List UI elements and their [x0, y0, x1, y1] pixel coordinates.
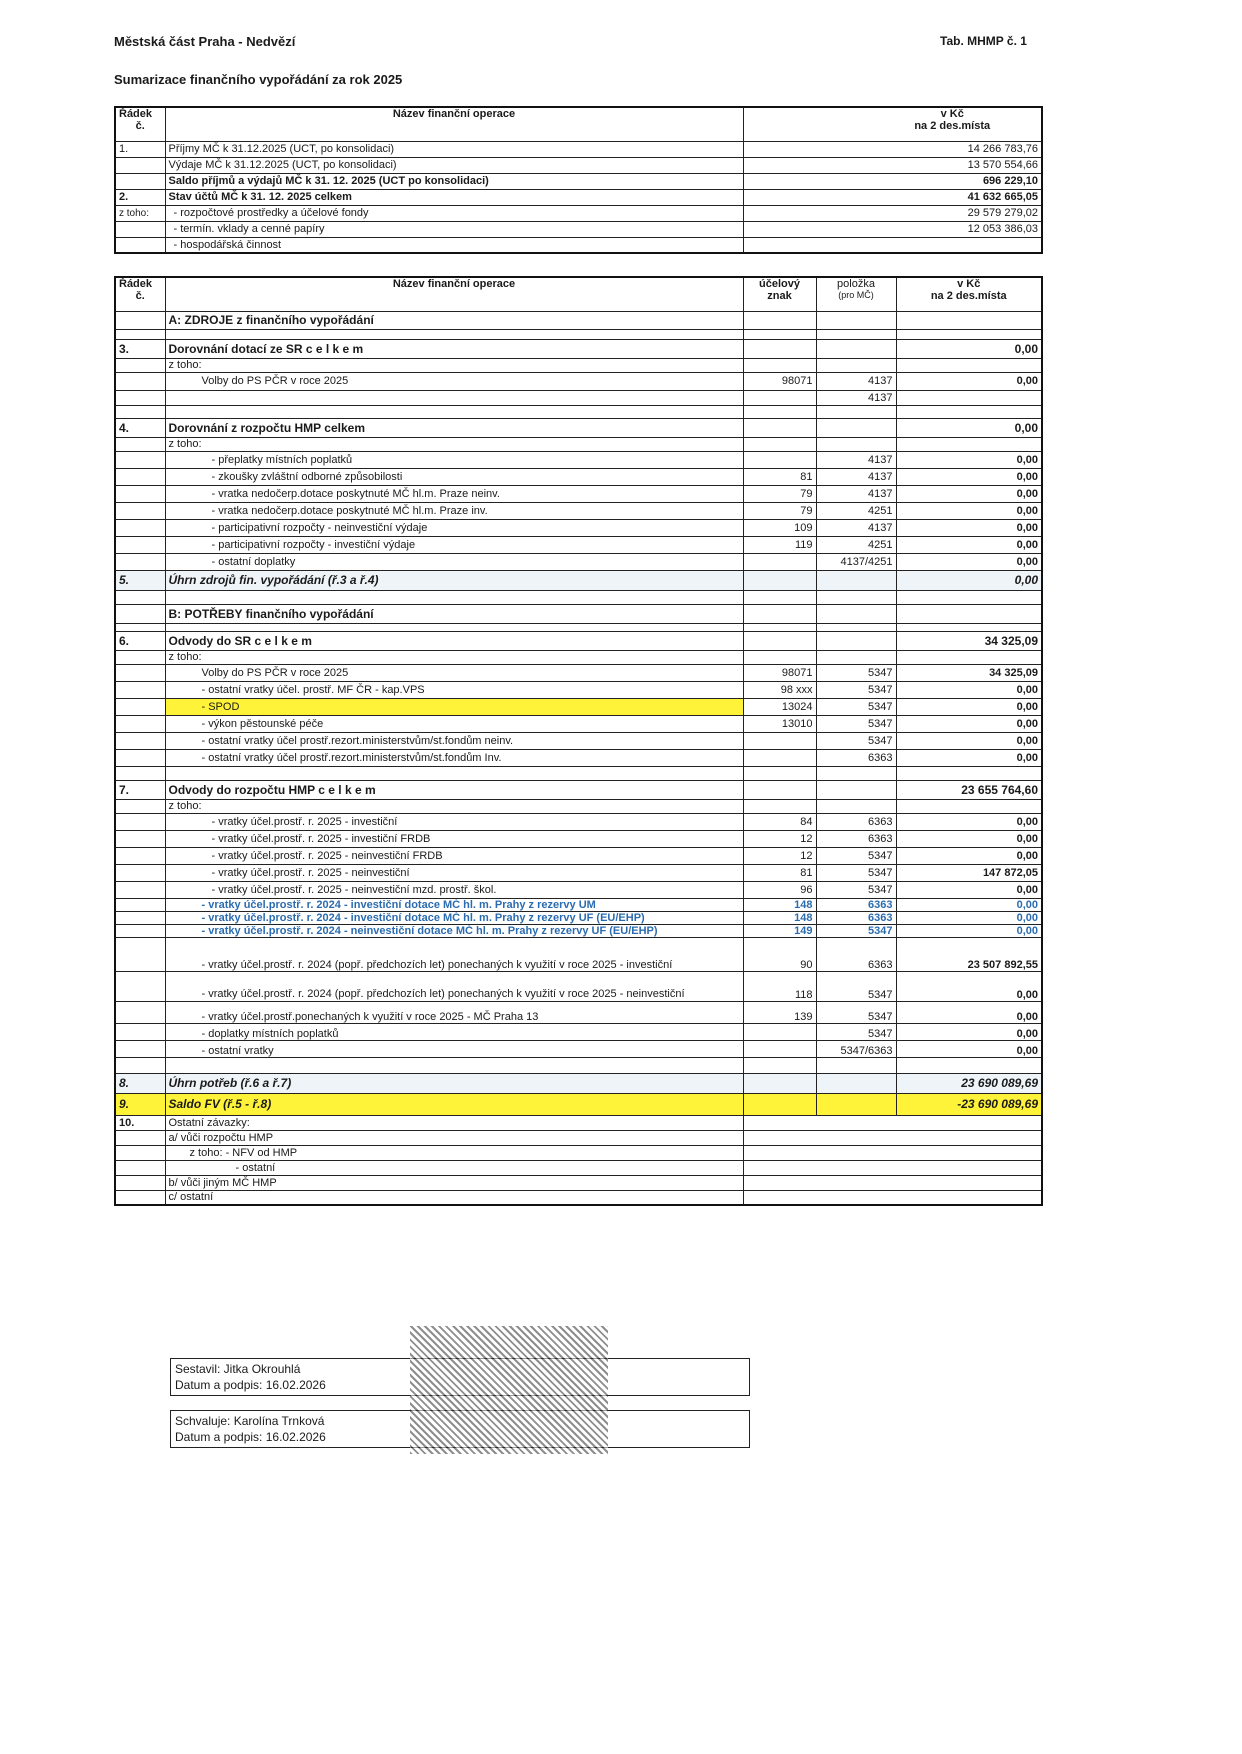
row-label: - vratky účel.prostř. r. 2025 - investiční FRDB	[165, 830, 743, 847]
purpose-code: 148	[743, 898, 816, 911]
row-label: Stav účtů MČ k 31. 12. 2025 celkem	[165, 189, 743, 205]
row-number	[115, 468, 165, 485]
row-value: 0,00	[896, 924, 1042, 937]
table-row	[115, 502, 1042, 519]
row-number	[115, 911, 165, 924]
section-a-title: A: ZDROJE z finančního vypořádání	[165, 311, 743, 329]
row-value: 0,00	[896, 830, 1042, 847]
row-value: 12 053 386,03	[743, 221, 1042, 237]
row-number	[115, 732, 165, 749]
row-value: 0,00	[896, 536, 1042, 553]
purpose-code: 81	[743, 864, 816, 881]
item-code: 5347	[816, 664, 896, 681]
row-number	[115, 173, 165, 189]
purpose-code: 12	[743, 847, 816, 864]
row-value: 0,00	[896, 1040, 1042, 1057]
row-label: Výdaje MČ k 31.12.2025 (UCT, po konsolidaci)	[165, 157, 743, 173]
col-header-row: Řádek č.	[115, 277, 165, 311]
item-code: 4251	[816, 502, 896, 519]
row-value: 147 872,05	[896, 864, 1042, 881]
row-label: - vratky účel.prostř. r. 2024 - investiční dotace MČ hl. m. Prahy z rezervy UM	[165, 898, 743, 911]
purpose-code: 12	[743, 830, 816, 847]
row-label: - ostatní	[165, 1160, 743, 1175]
col-header-row: Řádek č.	[115, 107, 165, 141]
table-row	[115, 451, 1042, 468]
purpose-code: 84	[743, 813, 816, 830]
row-value	[743, 237, 1042, 253]
row-value: -23 690 089,69	[896, 1093, 1042, 1115]
row-value: 23 690 089,69	[896, 1073, 1042, 1093]
purpose-code	[743, 451, 816, 468]
row-number: 4.	[115, 418, 165, 437]
row-label: b/ vůči jiným MČ HMP	[165, 1175, 743, 1190]
row-label: Úhrn potřeb (ř.6 a ř.7)	[165, 1073, 743, 1093]
purpose-code: 149	[743, 924, 816, 937]
table-row	[115, 553, 1042, 570]
z-toho-label: z toho:	[165, 358, 743, 372]
table-row	[115, 864, 1042, 881]
col-header-name: Název finanční operace	[165, 277, 743, 311]
purpose-code: 81	[743, 468, 816, 485]
table-row	[115, 681, 1042, 698]
purpose-code: 79	[743, 485, 816, 502]
z-toho-label: z toho:	[165, 437, 743, 451]
row-number: 6.	[115, 631, 165, 650]
row-value: 0,00	[896, 898, 1042, 911]
row-value: 0,00	[896, 749, 1042, 766]
row-label: Úhrn zdrojů fin. vypořádání (ř.3 a ř.4)	[165, 570, 743, 590]
row-number: 8.	[115, 1073, 165, 1093]
prepared-date: Datum a podpis: 16.02.2026	[175, 1378, 326, 1392]
row-number	[115, 553, 165, 570]
row-value: 0,00	[896, 418, 1042, 437]
table-row	[115, 830, 1042, 847]
row-value: 0,00	[896, 911, 1042, 924]
row-label: Ostatní závazky:	[165, 1115, 743, 1130]
row-value: 0,00	[896, 715, 1042, 732]
approved-by: Schvaluje: Karolína Trnková	[175, 1414, 325, 1428]
row-value: 13 570 554,66	[743, 157, 1042, 173]
item-code: 5347	[816, 847, 896, 864]
purpose-code: 119	[743, 536, 816, 553]
row-value: 0,00	[896, 971, 1042, 1001]
row-value: 23 507 892,55	[896, 937, 1042, 971]
purpose-code	[743, 732, 816, 749]
row-number	[115, 830, 165, 847]
row-label: - ostatní vratky účel prostř.rezort.ministerstvům/st.fondům Inv.	[165, 749, 743, 766]
table-row	[115, 715, 1042, 732]
row-label: - ostatní vratky	[165, 1040, 743, 1057]
row-label: - vratky účel.prostř. r. 2024 (popř. předchozích let) ponechaných k využití v roce 2025 - neinvestiční	[165, 971, 743, 1001]
row-label: - ostatní doplatky	[165, 553, 743, 570]
row-value: 0,00	[896, 1001, 1042, 1023]
row-number	[115, 1040, 165, 1057]
row-value: 34 325,09	[896, 631, 1042, 650]
row-number	[115, 715, 165, 732]
table-row	[115, 698, 1042, 715]
item-code: 5347/6363	[816, 1040, 896, 1057]
table-row	[115, 1023, 1042, 1040]
item-code: 6363	[816, 937, 896, 971]
summary-table	[114, 106, 1043, 254]
table-row	[115, 881, 1042, 898]
table-row	[115, 898, 1042, 911]
row-value: 0,00	[896, 451, 1042, 468]
purpose-code: 118	[743, 971, 816, 1001]
row-number: 9.	[115, 1093, 165, 1115]
row-number	[115, 698, 165, 715]
row-number	[115, 1023, 165, 1040]
item-code: 5347	[816, 715, 896, 732]
document-title: Sumarizace finančního vypořádání za rok 2025	[114, 72, 403, 87]
prepared-by: Sestavil: Jitka Okrouhlá	[175, 1362, 301, 1376]
row-number	[115, 157, 165, 173]
item-code: 4137	[816, 485, 896, 502]
row-value: 0,00	[896, 698, 1042, 715]
row-label: - hospodářská činnost	[165, 237, 743, 253]
row-value: 14 266 783,76	[743, 141, 1042, 157]
item-code: 4137	[816, 519, 896, 536]
table-row	[115, 1001, 1042, 1023]
row-label: - vratky účel.prostř. r. 2024 - neinvestiční dotace MČ hl. m. Prahy z rezervy UF (EU/EHP)	[165, 924, 743, 937]
row-value: 0,00	[896, 502, 1042, 519]
organization-name: Městská část Praha - Nedvězí	[114, 34, 296, 49]
row-label: - výkon pěstounské péče	[165, 715, 743, 732]
item-code: 5347	[816, 698, 896, 715]
purpose-code: 109	[743, 519, 816, 536]
z-toho-label: z toho:	[165, 650, 743, 664]
row-label: - SPOD	[165, 698, 743, 715]
row-label: z toho: - NFV od HMP	[165, 1145, 743, 1160]
section-b-title: B: POTŘEBY finančního vypořádání	[165, 604, 743, 623]
row-number: 5.	[115, 570, 165, 590]
row-number: 7.	[115, 780, 165, 799]
item-code: 4137	[816, 390, 896, 405]
row-value: 0,00	[896, 681, 1042, 698]
row-label: - doplatky místních poplatků	[165, 1023, 743, 1040]
item-code: 5347	[816, 732, 896, 749]
purpose-code: 139	[743, 1001, 816, 1023]
row-value: 41 632 665,05	[743, 189, 1042, 205]
row-value: 0,00	[896, 372, 1042, 390]
row-label: Saldo FV (ř.5 - ř.8)	[165, 1093, 743, 1115]
table-row	[115, 468, 1042, 485]
row-value: 23 655 764,60	[896, 780, 1042, 799]
item-code: 5347	[816, 681, 896, 698]
item-code: 4137	[816, 451, 896, 468]
row-label: - vratky účel.prostř. r. 2025 - investiční	[165, 813, 743, 830]
row-number	[115, 485, 165, 502]
item-code: 5347	[816, 1001, 896, 1023]
item-code: 4137/4251	[816, 553, 896, 570]
row-label: Odvody do rozpočtu HMP c e l k e m	[165, 780, 743, 799]
row-value: 0,00	[896, 847, 1042, 864]
row-number: 3.	[115, 339, 165, 358]
purpose-code	[743, 749, 816, 766]
row-number	[115, 864, 165, 881]
row-label: - ostatní vratky účel prostř.rezort.ministerstvům/st.fondům neinv.	[165, 732, 743, 749]
purpose-code	[743, 1023, 816, 1040]
row-number	[115, 937, 165, 971]
row-label: - zkoušky zvláštní odborné způsobilosti	[165, 468, 743, 485]
row-number	[115, 924, 165, 937]
row-number	[115, 536, 165, 553]
col-header-item: položka (pro MČ)	[816, 277, 896, 311]
table-row	[115, 749, 1042, 766]
row-label: - rozpočtové prostředky a účelové fondy	[165, 205, 743, 221]
row-number	[115, 237, 165, 253]
col-header-purpose: účelový znak	[743, 277, 816, 311]
row-value: 0,00	[896, 813, 1042, 830]
item-code: 4251	[816, 536, 896, 553]
row-number	[115, 502, 165, 519]
row-number	[115, 971, 165, 1001]
row-label: - vratka nedočerp.dotace poskytnuté MČ hl.m. Praze inv.	[165, 502, 743, 519]
row-number: 2.	[115, 189, 165, 205]
row-label: Dorovnání dotací ze SR c e l k e m	[165, 339, 743, 358]
row-label: - vratky účel.prostř. r. 2025 - neinvestiční	[165, 864, 743, 881]
row-number	[115, 1001, 165, 1023]
row-label: - přeplatky místních poplatků	[165, 451, 743, 468]
approved-date: Datum a podpis: 16.02.2026	[175, 1430, 326, 1444]
row-number: 1.	[115, 141, 165, 157]
item-code: 4137	[816, 468, 896, 485]
col-header-amount: v Kč na 2 des.místa	[896, 277, 1042, 311]
row-label: - vratky účel.prostř.ponechaných k využití v roce 2025 - MČ Praha 13	[165, 1001, 743, 1023]
row-value: 0,00	[896, 485, 1042, 502]
purpose-code: 13010	[743, 715, 816, 732]
purpose-code: 79	[743, 502, 816, 519]
purpose-code: 13024	[743, 698, 816, 715]
row-number	[115, 749, 165, 766]
table-row	[115, 911, 1042, 924]
table-row	[115, 485, 1042, 502]
row-value: 0,00	[896, 553, 1042, 570]
purpose-code: 98071	[743, 372, 816, 390]
row-value: 0,00	[896, 339, 1042, 358]
col-header-amount: v Kč na 2 des.místa	[743, 107, 1042, 141]
purpose-code	[743, 553, 816, 570]
row-label: - vratka nedočerp.dotace poskytnuté MČ hl.m. Praze neinv.	[165, 485, 743, 502]
row-value: 0,00	[896, 519, 1042, 536]
table-row	[115, 937, 1042, 971]
purpose-code: 96	[743, 881, 816, 898]
row-number	[115, 847, 165, 864]
row-label: - vratky účel.prostř. r. 2025 - neinvestiční mzd. prostř. škol.	[165, 881, 743, 898]
col-header-name: Název finanční operace	[165, 107, 743, 141]
row-number	[115, 451, 165, 468]
row-label: Saldo příjmů a výdajů MČ k 31. 12. 2025 (UCT po konsolidaci)	[165, 173, 743, 189]
z-toho-label: z toho:	[165, 799, 743, 813]
table-row	[115, 519, 1042, 536]
row-number	[115, 881, 165, 898]
row-label: Volby do PS PČR v roce 2025	[165, 372, 743, 390]
row-label: - participativní rozpočty - neinvestiční výdaje	[165, 519, 743, 536]
table-row	[115, 924, 1042, 937]
row-value: 0,00	[896, 468, 1042, 485]
item-code: 5347	[816, 864, 896, 881]
row-label: Volby do PS PČR v roce 2025	[165, 664, 743, 681]
item-code: 4137	[816, 372, 896, 390]
item-code: 6363	[816, 830, 896, 847]
purpose-code: 148	[743, 911, 816, 924]
purpose-code: 98 xxx	[743, 681, 816, 698]
table-row	[115, 813, 1042, 830]
table-row	[115, 732, 1042, 749]
row-number	[115, 898, 165, 911]
row-label: a/ vůči rozpočtu HMP	[165, 1130, 743, 1145]
row-number	[115, 664, 165, 681]
row-value: 696 229,10	[743, 173, 1042, 189]
row-value: 34 325,09	[896, 664, 1042, 681]
item-code: 6363	[816, 813, 896, 830]
row-value: 29 579 279,02	[743, 205, 1042, 221]
table-row	[115, 971, 1042, 1001]
table-row	[115, 664, 1042, 681]
row-label: Příjmy MČ k 31.12.2025 (UCT, po konsolidaci)	[165, 141, 743, 157]
table-id: Tab. MHMP č. 1	[940, 34, 1027, 48]
row-label: - termín. vklady a cenné papíry	[165, 221, 743, 237]
row-value: 0,00	[896, 732, 1042, 749]
item-code: 5347	[816, 881, 896, 898]
row-label: c/ ostatní	[165, 1190, 743, 1205]
row-label: - vratky účel.prostř. r. 2024 - investiční dotace MČ hl. m. Prahy z rezervy UF (EU/EHP)	[165, 911, 743, 924]
purpose-code: 90	[743, 937, 816, 971]
row-label: - vratky účel.prostř. r. 2025 - neinvestiční FRDB	[165, 847, 743, 864]
table-row	[115, 536, 1042, 553]
row-label: - ostatní vratky účel. prostř. MF ČR - kap.VPS	[165, 681, 743, 698]
row-label: Odvody do SR c e l k e m	[165, 631, 743, 650]
row-number: z toho:	[115, 205, 165, 221]
item-code: 5347	[816, 1023, 896, 1040]
purpose-code	[743, 1040, 816, 1057]
row-value: 0,00	[896, 570, 1042, 590]
row-label: - participativní rozpočty - investiční výdaje	[165, 536, 743, 553]
row-number	[115, 519, 165, 536]
settlement-table	[114, 276, 1043, 1206]
item-code: 6363	[816, 749, 896, 766]
item-code: 6363	[816, 911, 896, 924]
row-number	[115, 221, 165, 237]
table-row	[115, 847, 1042, 864]
item-code: 5347	[816, 971, 896, 1001]
redacted-signature	[410, 1326, 608, 1454]
row-number	[115, 813, 165, 830]
row-label: - vratky účel.prostř. r. 2024 (popř. předchozích let) ponechaných k využití v roce 2025 - investiční	[165, 937, 743, 971]
table-row	[115, 1040, 1042, 1057]
row-number: 10.	[115, 1115, 165, 1130]
row-value: 0,00	[896, 881, 1042, 898]
item-code: 6363	[816, 898, 896, 911]
row-label: Dorovnání z rozpočtu HMP celkem	[165, 418, 743, 437]
item-code: 5347	[816, 924, 896, 937]
purpose-code: 98071	[743, 664, 816, 681]
row-value: 0,00	[896, 1023, 1042, 1040]
row-number	[115, 681, 165, 698]
